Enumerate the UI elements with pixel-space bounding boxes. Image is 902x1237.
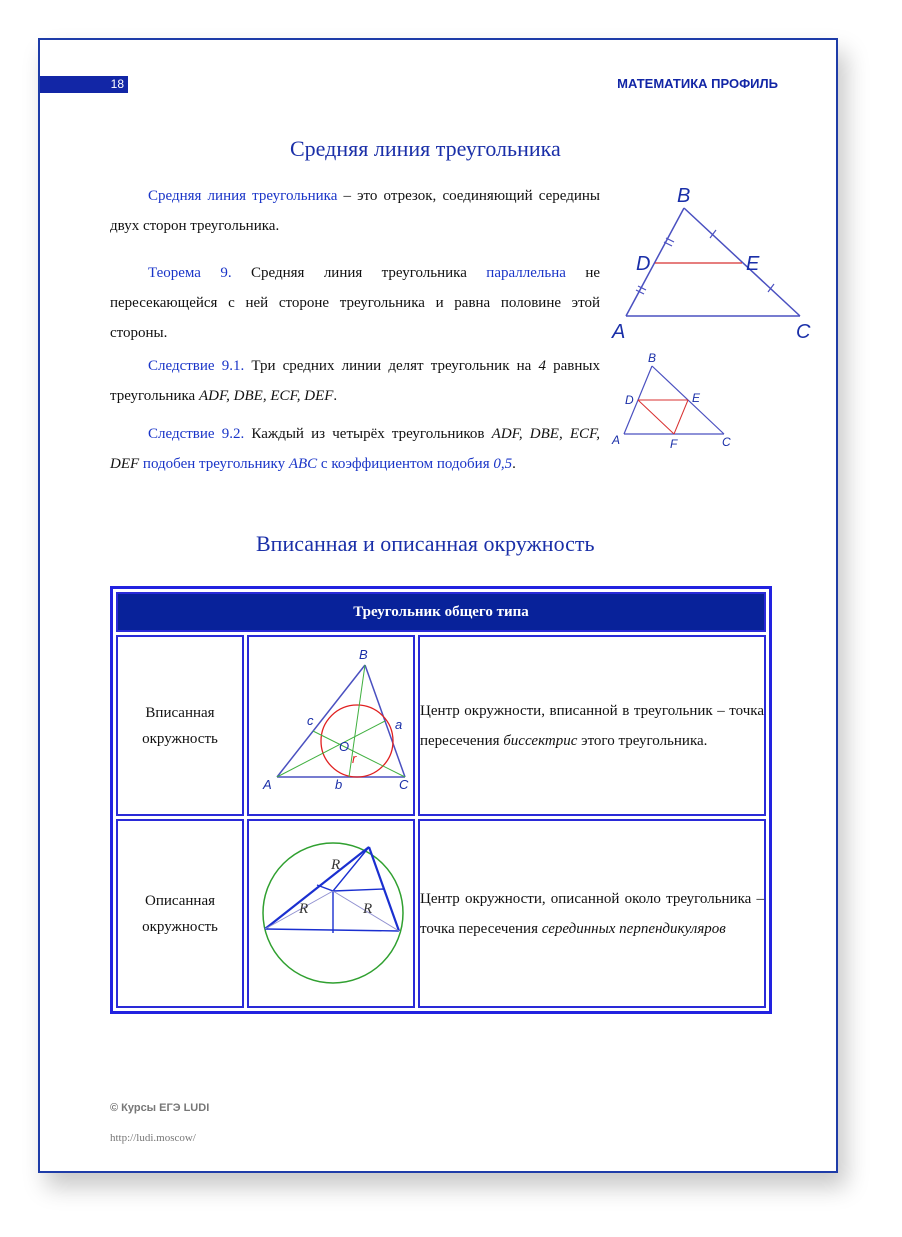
- fig1-label-a: A: [612, 321, 626, 343]
- corollary2-text3: с коэффициентом подобия: [317, 456, 494, 472]
- corollary2-coef: 0,5: [493, 456, 513, 472]
- row-label-circumscribed-line1: Описанная: [145, 892, 215, 909]
- corollary1-label: Следствие 9.1.: [148, 358, 245, 374]
- corollary2-label: Следствие 9.2.: [148, 426, 245, 442]
- fig3-label-r: r: [352, 751, 357, 766]
- row-label-inscribed: [116, 635, 244, 816]
- corollary2-names: ADF, DBE, ECF, DEF: [110, 426, 601, 472]
- section1-title: Средняя линия треугольника: [290, 136, 561, 161]
- corollary1-end: .: [333, 388, 338, 404]
- section2-title: Вписанная и описанная окружность: [256, 531, 595, 556]
- midline-triangle-figure: [610, 182, 820, 347]
- corollary1-text1: Три средних линии делят треугольник на: [244, 358, 539, 374]
- theorem-highlight: параллельна: [486, 265, 566, 281]
- inscribed-description-end: этого треугольника.: [577, 732, 708, 749]
- table-header: Треугольник общего типа: [116, 592, 766, 632]
- circumscribed-circle-figure: [249, 821, 413, 1001]
- footer-copyright: © Курсы ЕГЭ LUDI: [110, 1102, 210, 1114]
- corollary2-end: .: [512, 456, 516, 472]
- corollary1-names: ADF, DBE, ECF, DEF: [198, 388, 334, 404]
- definition-text: – это отрезок, соединяющий середины двух сторон треугольника.: [110, 188, 600, 234]
- theorem-text2: не пересекающейся с ней стороне треугольника и равна половине этой стороны.: [110, 265, 601, 341]
- fig4-label-r-top: R: [331, 857, 341, 873]
- fig2-label-c: C: [722, 435, 731, 449]
- fig2-label-e: E: [692, 391, 701, 405]
- inscribed-circle-cell: [247, 635, 415, 816]
- inscribed-description-italic: биссектрис: [503, 732, 578, 749]
- corollary2-paragraph: [110, 419, 600, 479]
- fig4-label-r-right: R: [363, 901, 373, 917]
- inscribed-description: [418, 635, 766, 816]
- page-number: 18: [40, 76, 128, 93]
- corollary2-abc: ABC: [288, 456, 318, 472]
- fig3-label-b: B: [359, 647, 368, 662]
- inscribed-circle-figure: [249, 637, 413, 809]
- fig1-label-d: D: [636, 253, 651, 275]
- theorem-text1: Средняя линия треугольника: [231, 265, 487, 281]
- triangle-circles-table: [110, 586, 772, 1014]
- row-label-inscribed-line2: окружность: [142, 730, 218, 747]
- header-title: МАТЕМАТИКА ПРОФИЛЬ: [617, 76, 778, 91]
- corollary2-text1: Каждый из четырёх треугольников: [244, 426, 492, 442]
- fig2-label-a: A: [612, 433, 621, 447]
- table-row-inscribed: [116, 635, 766, 816]
- circumscribed-description: [418, 819, 766, 1008]
- fig3-label-side-a: a: [395, 717, 403, 732]
- circumscribed-circle-cell: [247, 819, 415, 1008]
- row-label-circumscribed-line2: окружность: [142, 918, 218, 935]
- fig2-label-d: D: [625, 393, 634, 407]
- fig3-label-c: C: [399, 777, 409, 792]
- fig2-label-b: B: [648, 351, 657, 365]
- fig1-label-b: B: [677, 185, 691, 207]
- fig3-label-side-b: b: [335, 777, 343, 792]
- definition-paragraph: [110, 181, 600, 241]
- fig3-label-o: O: [339, 739, 350, 754]
- corollary1-number: 4: [538, 358, 546, 374]
- inscribed-description-text: Центр окружности, вписанной в треугольник – точка пересечения: [420, 702, 764, 749]
- corollary2-text2: подобен треугольнику: [139, 456, 289, 472]
- table-row-circumscribed: [116, 819, 766, 1008]
- three-midlines-figure: [610, 350, 740, 450]
- circumscribed-description-italic: серединных перпендикуляров: [541, 920, 726, 937]
- fig3-label-side-c: c: [307, 713, 314, 728]
- fig4-label-r-left: R: [299, 901, 309, 917]
- fig2-label-f: F: [670, 437, 678, 450]
- fig3-label-a: A: [263, 777, 272, 792]
- fig1-label-c: C: [796, 321, 811, 343]
- footer-url[interactable]: http://ludi.moscow/: [110, 1132, 196, 1144]
- row-label-circumscribed: [116, 819, 244, 1008]
- theorem-paragraph: [110, 258, 600, 348]
- circumscribed-description-text: Центр окружности, описанной около треугольника – точка пересечения: [420, 890, 764, 937]
- row-label-inscribed-line1: Вписанная: [145, 704, 215, 721]
- fig1-label-e: E: [746, 253, 760, 275]
- definition-term: Средняя линия треугольника: [148, 188, 338, 204]
- page: [38, 38, 838, 1173]
- corollary1-paragraph: [110, 351, 600, 411]
- theorem-label: Теорема 9.: [148, 265, 232, 281]
- corollary1-text2: равных треугольника: [110, 358, 600, 404]
